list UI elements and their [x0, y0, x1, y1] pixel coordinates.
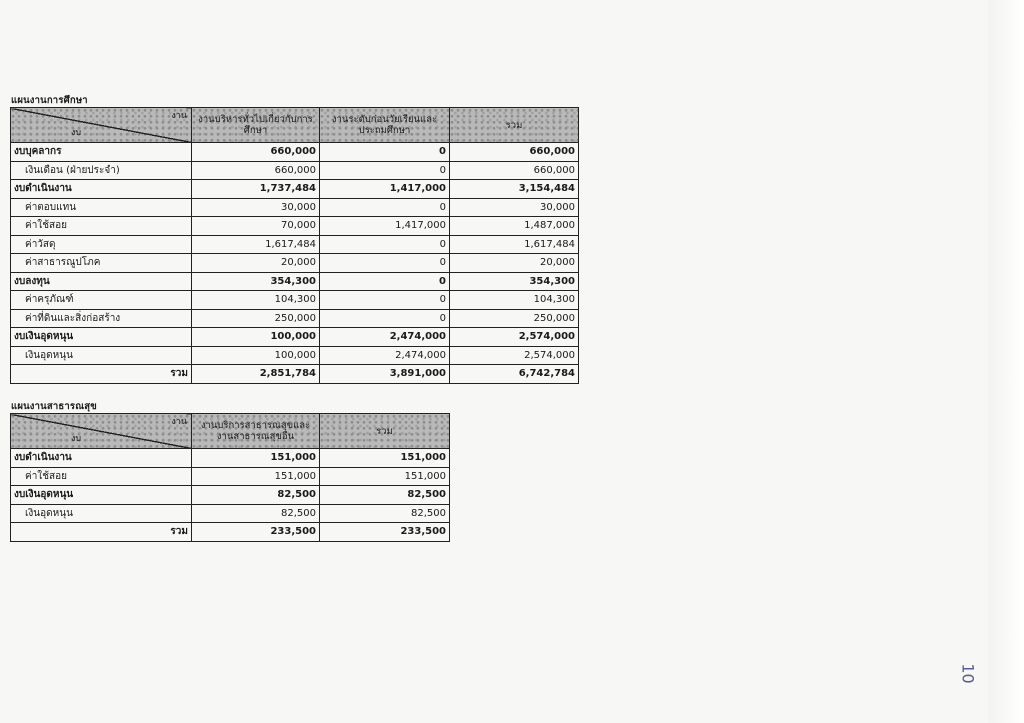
table-row — [11, 161, 579, 180]
cell-value: 2,574,000 — [450, 346, 579, 365]
total-value: 6,742,784 — [450, 365, 579, 384]
cell-value: 660,000 — [192, 143, 320, 162]
total-label: รวม — [11, 523, 192, 542]
cell-value: 104,300 — [192, 291, 320, 310]
corner-header-cell — [11, 414, 192, 449]
page-number: 10 — [958, 663, 978, 684]
total-value: 2,851,784 — [192, 365, 320, 384]
column-header: รวม — [320, 414, 450, 449]
cell-value: 1,737,484 — [192, 180, 320, 199]
page-edge — [988, 0, 1024, 723]
cell-value: 1,417,000 — [320, 180, 450, 199]
cell-value: 0 — [320, 254, 450, 273]
column-header: งานบริการสาธารณสุขและงานสาธารณสุขอื่น — [192, 414, 320, 449]
row-label: งบดำเนินงาน — [11, 449, 192, 468]
total-value: 3,891,000 — [320, 365, 450, 384]
table-header-row — [11, 108, 579, 143]
table-row — [11, 217, 579, 236]
row-label: งบลงทุน — [11, 272, 192, 291]
table-row — [11, 143, 579, 162]
cell-value: 354,300 — [192, 272, 320, 291]
cell-value: 0 — [320, 198, 450, 217]
cell-value: 82,500 — [192, 504, 320, 523]
cell-value: 1,417,000 — [320, 217, 450, 236]
column-header: งานบริหารทั่วไปเกี่ยวกับการศึกษา — [192, 108, 320, 143]
row-label: งบบุคลากร — [11, 143, 192, 162]
cell-value: 70,000 — [192, 217, 320, 236]
total-row — [11, 365, 579, 384]
table-row — [11, 309, 579, 328]
cell-value: 2,474,000 — [320, 346, 450, 365]
row-label: ค่าครุภัณฑ์ — [11, 291, 192, 310]
cell-value: 20,000 — [450, 254, 579, 273]
row-label: เงินอุดหนุน — [11, 346, 192, 365]
cell-value: 151,000 — [320, 449, 450, 468]
cell-value: 0 — [320, 235, 450, 254]
cell-value: 20,000 — [192, 254, 320, 273]
row-label: งบดำเนินงาน — [11, 180, 192, 199]
table-header-row — [11, 414, 450, 449]
cell-value: 660,000 — [450, 161, 579, 180]
table-row — [11, 486, 450, 505]
cell-value: 82,500 — [192, 486, 320, 505]
cell-value: 0 — [320, 291, 450, 310]
cell-value: 100,000 — [192, 346, 320, 365]
cell-value: 104,300 — [450, 291, 579, 310]
row-label: ค่าสาธารณูปโภค — [11, 254, 192, 273]
cell-value: 1,487,000 — [450, 217, 579, 236]
table-row — [11, 198, 579, 217]
education-budget-table — [10, 107, 579, 384]
cell-value: 2,574,000 — [450, 328, 579, 347]
row-label: งบเงินอุดหนุน — [11, 486, 192, 505]
cell-value: 1,617,484 — [192, 235, 320, 254]
table-row — [11, 291, 579, 310]
total-value: 233,500 — [320, 523, 450, 542]
table-row — [11, 235, 579, 254]
table-row — [11, 504, 450, 523]
table-row — [11, 180, 579, 199]
cell-value: 151,000 — [192, 467, 320, 486]
corner-label-work: งาน — [171, 417, 187, 427]
total-label: รวม — [11, 365, 192, 384]
total-row — [11, 523, 450, 542]
table-row — [11, 467, 450, 486]
cell-value: 30,000 — [192, 198, 320, 217]
cell-value: 250,000 — [450, 309, 579, 328]
cell-value: 82,500 — [320, 486, 450, 505]
corner-label-budget: งบ — [71, 434, 82, 444]
corner-label-work: งาน — [171, 111, 187, 121]
cell-value: 30,000 — [450, 198, 579, 217]
row-label: เงินอุดหนุน — [11, 504, 192, 523]
row-label: ค่าที่ดินและสิ่งก่อสร้าง — [11, 309, 192, 328]
cell-value: 660,000 — [192, 161, 320, 180]
total-value: 233,500 — [192, 523, 320, 542]
table-row — [11, 449, 450, 468]
cell-value: 250,000 — [192, 309, 320, 328]
column-header: งานระดับก่อนวัยเรียนและประถมศึกษา — [320, 108, 450, 143]
corner-label-budget: งบ — [71, 128, 82, 138]
cell-value: 1,617,484 — [450, 235, 579, 254]
table-row — [11, 346, 579, 365]
cell-value: 151,000 — [192, 449, 320, 468]
column-header: รวม — [450, 108, 579, 143]
cell-value: 100,000 — [192, 328, 320, 347]
cell-value: 0 — [320, 272, 450, 291]
cell-value: 3,154,484 — [450, 180, 579, 199]
cell-value: 0 — [320, 143, 450, 162]
cell-value: 2,474,000 — [320, 328, 450, 347]
table-row — [11, 254, 579, 273]
corner-header-cell — [11, 108, 192, 143]
cell-value: 0 — [320, 161, 450, 180]
education-plan-title: แผนงานการศึกษา — [11, 95, 88, 106]
cell-value: 0 — [320, 309, 450, 328]
table-row — [11, 328, 579, 347]
health-budget-table — [10, 413, 450, 542]
row-label: ค่าวัสดุ — [11, 235, 192, 254]
row-label: ค่าใช้สอย — [11, 467, 192, 486]
cell-value: 354,300 — [450, 272, 579, 291]
row-label: ค่าใช้สอย — [11, 217, 192, 236]
cell-value: 82,500 — [320, 504, 450, 523]
health-plan-title: แผนงานสาธารณสุข — [11, 401, 97, 412]
cell-value: 151,000 — [320, 467, 450, 486]
row-label: เงินเดือน (ฝ่ายประจำ) — [11, 161, 192, 180]
cell-value: 660,000 — [450, 143, 579, 162]
table-row — [11, 272, 579, 291]
row-label: งบเงินอุดหนุน — [11, 328, 192, 347]
row-label: ค่าตอบแทน — [11, 198, 192, 217]
